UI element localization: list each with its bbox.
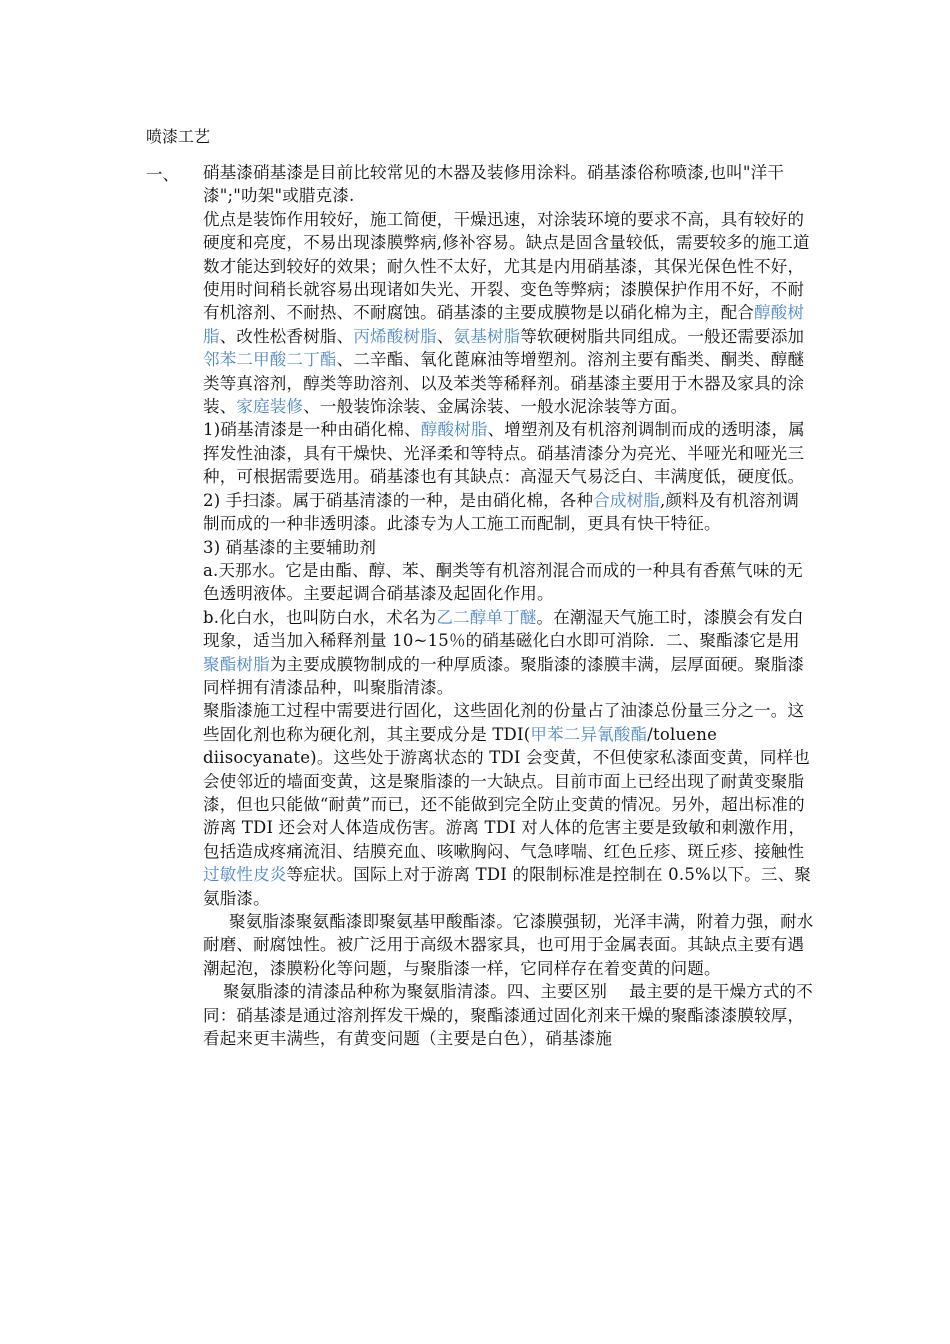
text-run: 硝基漆硝基漆是目前比较常见的木器及装修用涂料。硝基漆俗称喷漆,也叫"洋干漆";"叻架"或腊克漆. bbox=[203, 163, 785, 206]
text-run: 2) 手扫漆。属于硝基清漆的一种，是由硝化棉，各种 bbox=[203, 490, 594, 510]
paragraph-thinner bbox=[203, 559, 815, 606]
text-run: 3) 硝基漆的主要辅助剂 bbox=[203, 537, 377, 557]
link-alkyd-resin-2[interactable]: 醇酸树脂 bbox=[420, 420, 488, 440]
link-butyl-glycol-ether[interactable]: 乙二醇单丁醚 bbox=[436, 607, 537, 627]
text-run: 聚氨脂漆的清漆品种称为聚氨脂清漆。四、主要区别 最主要的是干燥方式的不同：硝基漆是通过溶剂挥发干燥的，聚酯漆通过固化剂来干燥的聚酯漆漆膜较厚，看起来更丰满些，有黄变问题（主要是白色），硝基漆施 bbox=[203, 982, 813, 1049]
paragraph-clear-lacquer bbox=[203, 418, 815, 488]
text-run: 聚氨脂漆聚氨酯漆即聚氨基甲酸酯漆。它漆膜强韧，光泽丰满，附着力强，耐水耐磨、耐腐蚀性。被广泛用于高级木器家具，也可用于金属表面。其缺点主要有遇潮起泡，漆膜粉化等问题，与聚脂漆一样，它同样存在着变黄的问题。 bbox=[203, 912, 814, 978]
paragraph-differences bbox=[203, 980, 815, 1050]
text-run: 1)硝基清漆是一种由硝化棉、 bbox=[203, 420, 421, 440]
text-run: 等症状。国际上对于游离 TDI 的限制标准是控制在 0.5%以下。三、聚氨脂漆。 bbox=[203, 865, 812, 908]
link-acrylic-resin[interactable]: 丙烯酸树脂 bbox=[353, 326, 437, 346]
link-allergic-dermatitis[interactable]: 过敏性皮炎 bbox=[203, 865, 287, 885]
document-body bbox=[203, 161, 815, 1050]
paragraph-pros-cons bbox=[203, 208, 815, 419]
link-polyester-resin[interactable]: 聚酯树脂 bbox=[203, 654, 270, 674]
link-toluene-diisocyanate[interactable]: 甲苯二异氰酸酯 bbox=[530, 724, 648, 744]
paragraph-hand-brush bbox=[203, 489, 815, 536]
text-run: 、增塑剂及有机溶剂调制而成的透明漆，属挥发性油漆，具有干燥快、光泽柔和等特点。硝基清漆分为亮光、半哑光和哑光三种，可根据需要选用。硝基漆也有其缺点：高湿天气易泛白、丰满度低，硬度低。 bbox=[203, 420, 805, 487]
text-run: 优点是装饰作用较好，施工简便，干燥迅速，对涂装环境的要求不高，具有较好的硬度和亮度，不易出现漆膜弊病,修补容易。缺点是固含量较低，需要较多的施工道数才能达到较好的效果；耐久性不太好，尤其是内用硝基漆，其保光保色性不好，使用时间稍长就容易出现诸如失光、开裂、变色等弊病；漆膜保护作用不好，不耐有机溶剂、不耐热、不耐腐蚀。硝基漆的主要成膜物是以硝化棉为主，配合 bbox=[203, 209, 810, 323]
paragraph-polyurethane bbox=[203, 910, 815, 980]
paragraph-anti-white bbox=[203, 606, 815, 700]
text-run: 、二辛酯、氧化蓖麻油等增塑剂。溶剂主要有酯类、酮类、醇醚类等真溶剂，醇类等助溶剂、以及苯类等稀释剂。硝基漆主要用于木器及家具的涂装、 bbox=[203, 350, 805, 417]
text-run: 为主要成膜物制成的一种厚质漆。聚脂漆的漆膜丰满，层厚面硬。聚脂漆同样拥有清漆品种，叫聚脂清漆。 bbox=[203, 654, 805, 697]
text-run: a.天那水。它是由酯、醇、苯、酮类等有机溶剂混合而成的一种具有香蕉气味的无色透明液体。主要起调合硝基漆及起固化作用。 bbox=[203, 560, 803, 604]
text-run: 等软硬树脂共同组成。一般还需要添加 bbox=[520, 326, 805, 346]
document-title: 喷漆工艺 bbox=[146, 127, 211, 146]
link-amino-resin[interactable]: 氨基树脂 bbox=[453, 326, 521, 346]
link-synthetic-resin[interactable]: 合成树脂 bbox=[593, 490, 660, 510]
link-alkyd-resin[interactable]: 醇酸树脂 bbox=[203, 303, 805, 346]
paragraph-intro bbox=[203, 161, 815, 208]
link-home-decoration[interactable]: 家庭装修 bbox=[236, 397, 304, 417]
text-run: ,颜料及有机溶剂调制而成的一种非透明漆。此漆专为人工施工而配制，更具有快干特征。 bbox=[203, 490, 800, 534]
link-dibutyl-phthalate[interactable]: 邻苯二甲酸二丁酯 bbox=[203, 350, 337, 370]
text-run: 、改性松香树脂、 bbox=[219, 326, 354, 346]
paragraph-auxiliaries-heading bbox=[203, 536, 815, 559]
text-run: 、一般装饰涂装、金属涂装、一般水泥涂装等方面。 bbox=[303, 397, 688, 417]
text-run: 、 bbox=[436, 326, 454, 346]
text-run: b.化白水，也叫防白水，术名为 bbox=[203, 607, 437, 627]
text-run: /toluene diisocyanate)。这些处于游离状态的 TDI 会变黄，不但使家私漆面变黄，同样也会使邻近的墙面变黄，这是聚脂漆的一大缺点。目前市面上已经出现了耐黄变聚脂漆，但也只能做“耐黄”而已，还不能做到完全防止变黄的情况。另外，超出标准的游离 TDI 还会对人体造成伤害。游离 TDI 对人体的危害主要是致敏和刺激作用，包括造成疼痛流泪、结膜充血、咳嗽胸闷、气急哮喘、红色丘疹、斑丘疹、接触性 bbox=[203, 724, 810, 861]
section-marker: 一、 bbox=[146, 165, 179, 184]
paragraph-curing bbox=[203, 699, 815, 910]
text-run: 。在潮湿天气施工时，漆膜会有发白现象，适当加入稀释剂量 10~15％的硝基磁化白水即可消除．二、聚酯漆它是用 bbox=[203, 607, 804, 651]
text-run: 聚脂漆施工过程中需要进行固化，这些固化剂的份量占了油漆总份量三分之一。这些固化剂也称为硬化剂，其主要成分是 TDI( bbox=[203, 701, 805, 744]
